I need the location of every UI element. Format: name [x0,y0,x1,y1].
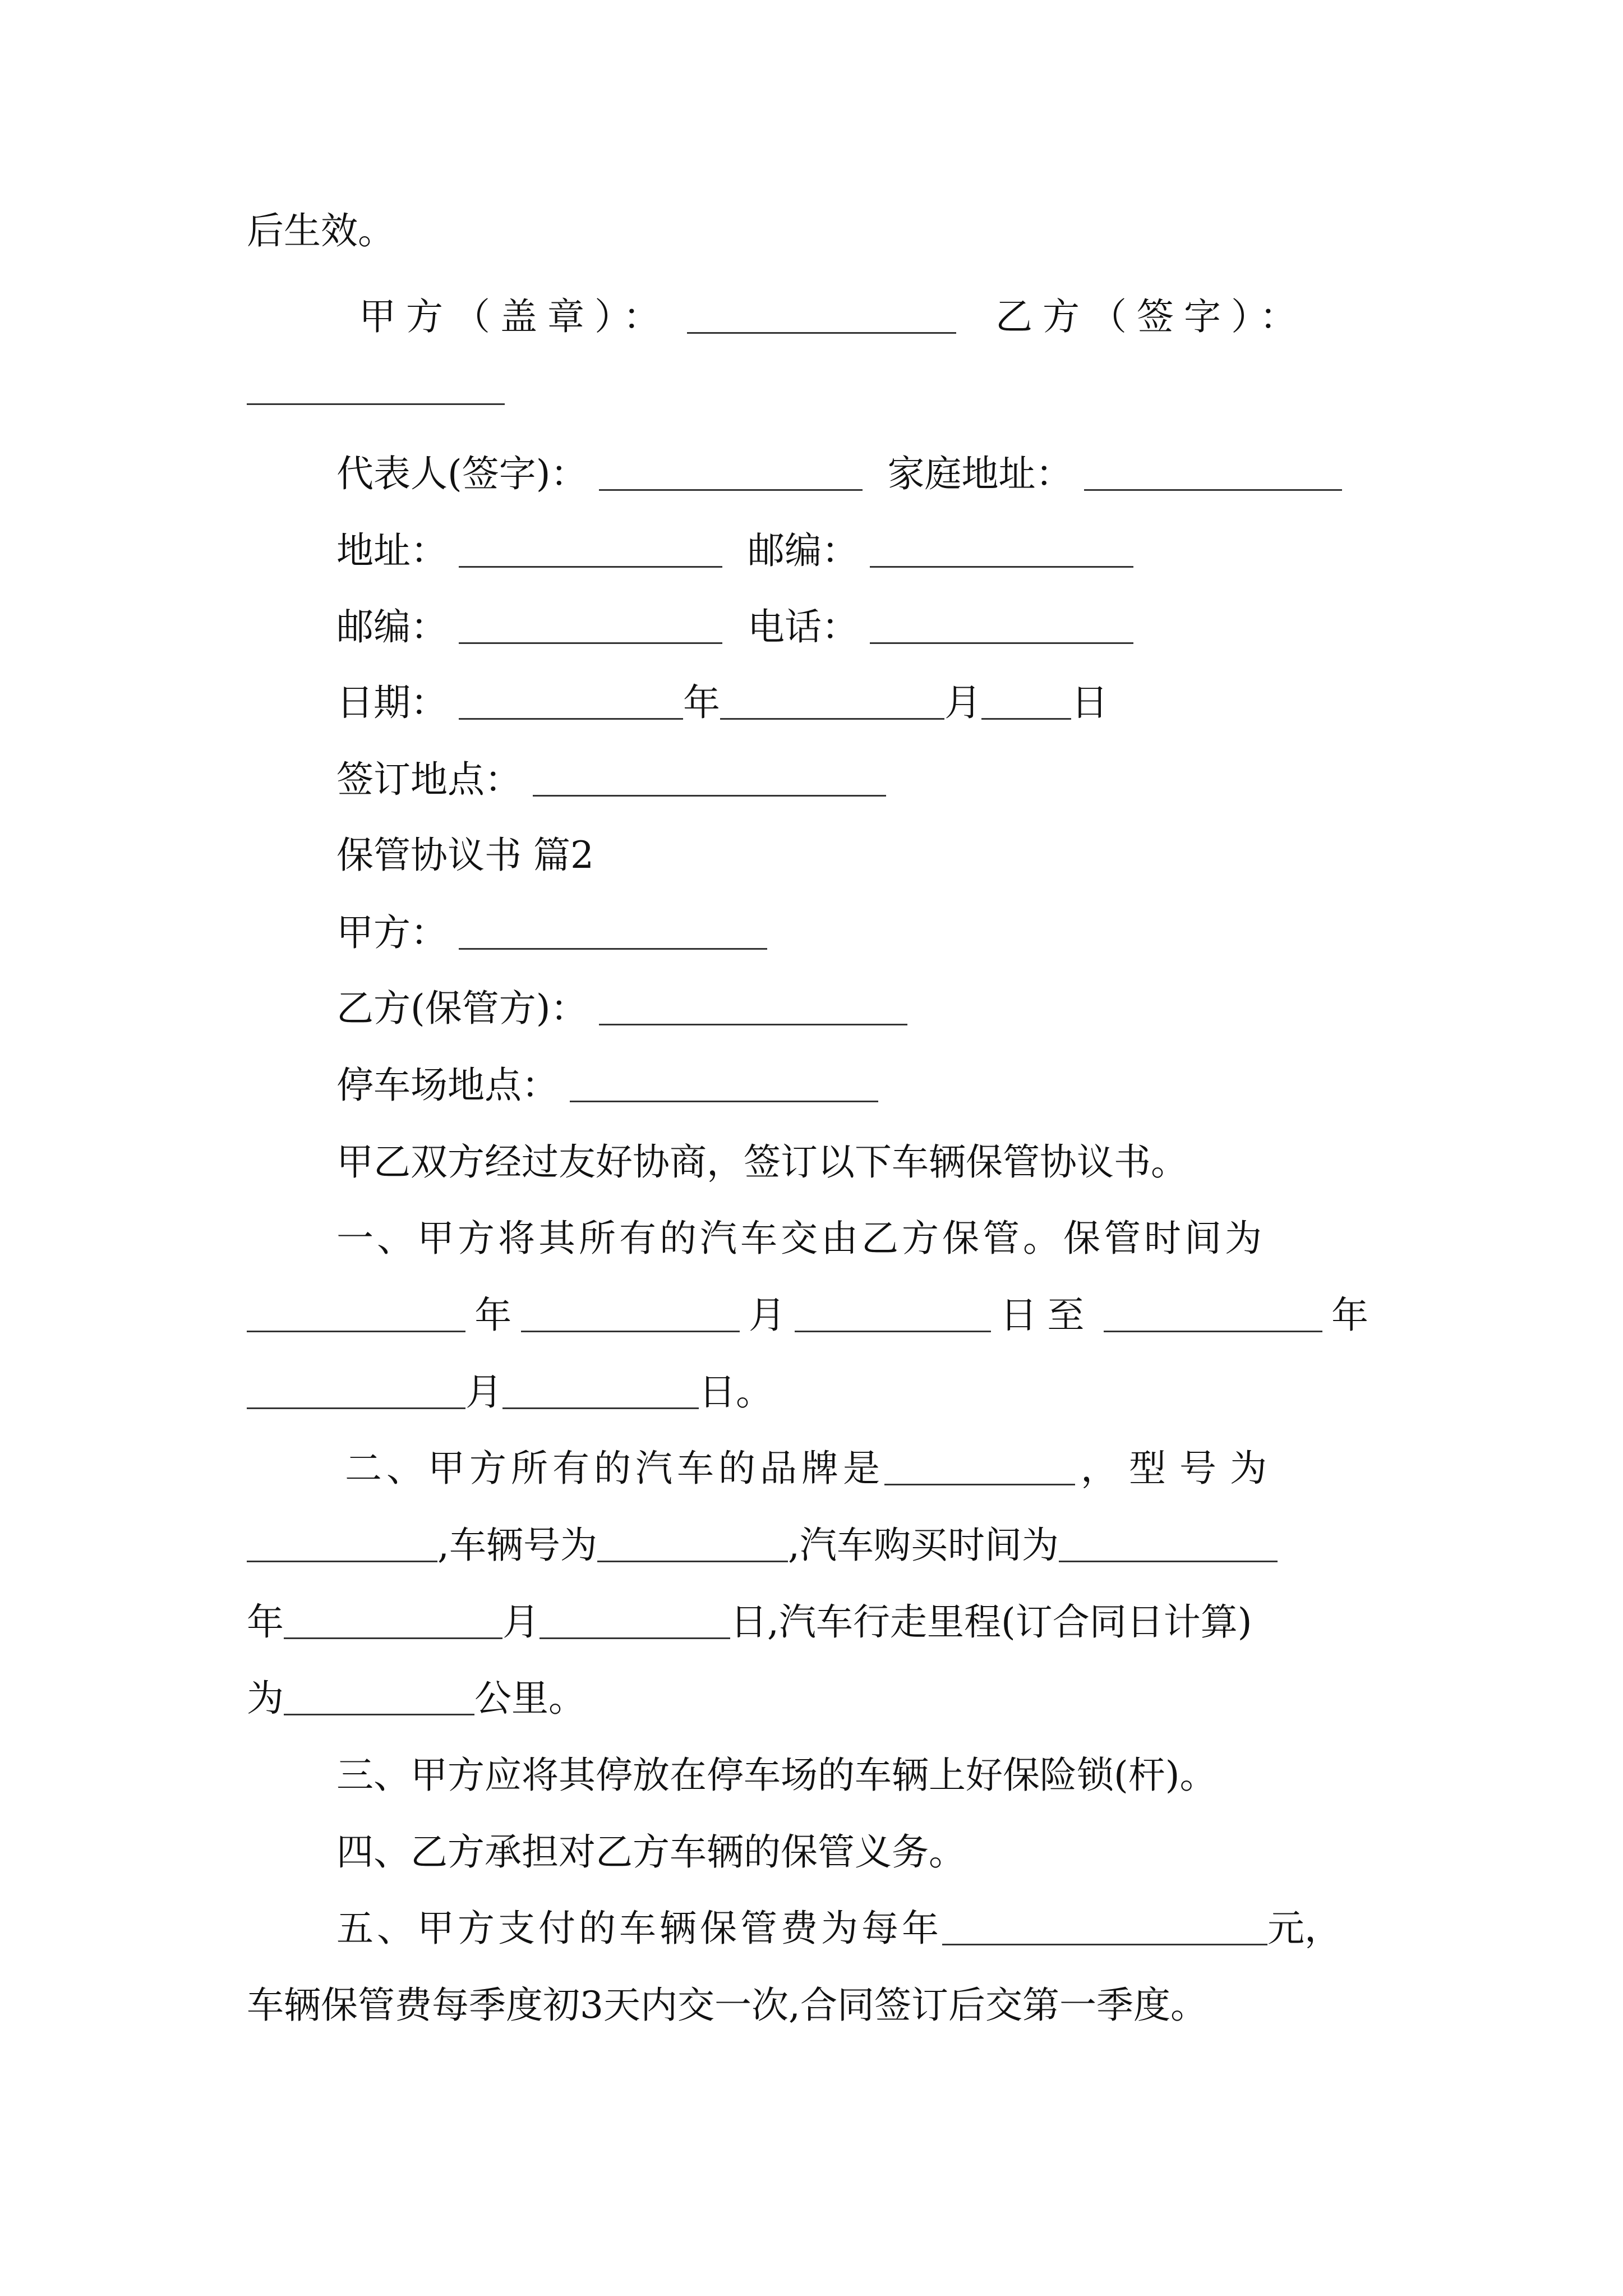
party-a-seal-blank[interactable] [687,301,956,334]
address-line [336,526,1133,576]
clause-5-payment-text: 车辆保管费每季度初3天内交一次,合同签订后交第一季度。 [247,1984,1207,2027]
sign-place-blank[interactable] [533,763,886,797]
purchase-year-label: 年 [247,1600,284,1644]
clause-2-text: 二、甲方所有的汽车的品牌是 [345,1447,884,1490]
mileage-for-label: 为 [247,1677,284,1720]
clause-5-line-1 [336,1903,1341,1954]
period-start-month-label: 月 [748,1294,786,1337]
party-a-seal-label: 甲方（盖章）： [359,295,670,338]
kilometer-label: 公里。 [474,1677,585,1720]
party-b-sign-blank[interactable] [247,372,505,405]
purchase-month-label: 月 [502,1600,540,1644]
mileage-blank[interactable] [284,1682,474,1715]
zip-blank-a[interactable] [459,611,722,644]
clause-2-line-3 [247,1597,1252,1648]
date-month-label: 月 [944,681,981,724]
parking-location-blank[interactable] [570,1069,878,1102]
party-a-blank[interactable] [459,917,767,950]
period-end-year-blank[interactable] [1104,1299,1322,1332]
clause-2-line-1 [345,1443,1280,1494]
date-year-blank[interactable] [459,687,683,720]
period-end-month-label: 月 [465,1370,502,1414]
car-model-blank[interactable] [247,1529,437,1562]
zip-phone-line [336,602,1133,652]
period-end-month-blank[interactable] [247,1376,465,1409]
purchase-month-blank[interactable] [284,1606,502,1639]
date-day-label: 日 [1071,681,1108,724]
phone-label: 电话： [748,605,859,648]
address-blank[interactable] [459,535,722,568]
clause-2-line-2 [247,1520,1278,1571]
clause-3-text: 三、甲方应将其停放在停车场的车辆上好保险锁(杆)。 [336,1754,1217,1797]
date-month-blank[interactable] [720,687,944,720]
clause-1-line-1 [336,1213,1265,1264]
car-brand-blank[interactable] [884,1452,1075,1485]
annual-fee-blank[interactable] [942,1912,1267,1945]
clause-4-text: 四、乙方承担对乙方车辆的保管义务。 [336,1830,966,1874]
agreement-title: 保管协议书 篇2 [336,834,594,877]
yuan-label: 元， [1267,1907,1341,1950]
representative-label: 代表人(签字)： [336,452,588,495]
clause-1-line-3 [247,1367,773,1418]
home-address-blank[interactable] [1084,458,1342,491]
section-heading [336,830,594,881]
clause-5-line-2 [247,1980,1207,2031]
party-a-line [336,908,767,958]
sign-place-line [336,754,886,805]
phone-blank[interactable] [870,611,1133,644]
representative-blank[interactable] [599,458,863,491]
date-year-label: 年 [683,681,720,724]
period-start-month-blank[interactable] [521,1299,740,1332]
zip-blank-b[interactable] [870,535,1133,568]
parking-location-line [336,1060,878,1111]
date-line [336,678,1108,728]
car-model-label: 型号为 [1129,1447,1280,1490]
period-end-day-label: 日。 [699,1370,773,1414]
intro-text: 甲乙双方经过友好协商，签订以下车辆保管协议书。 [336,1140,1188,1184]
clause-1-line-2 [247,1290,1368,1341]
period-day-to-label: 日至 [1000,1294,1095,1337]
text-line-1 [247,206,395,256]
plate-number-label: ,车辆号为 [437,1524,597,1567]
address-label: 地址： [336,529,448,572]
party-b-sign-label: 乙方（签字）： [995,295,1307,338]
period-end-year-label: 年 [1331,1294,1368,1337]
clause-1-text: 一、甲方将其所有的汽车交由乙方保管。保管时间为 [336,1217,1265,1260]
party-a-label: 甲方： [336,911,448,954]
period-start-day-blank[interactable] [795,1299,991,1332]
date-day-blank[interactable] [981,687,1071,720]
parking-location-label: 停车场地点： [336,1064,559,1107]
purchase-time-label: ,汽车购买时间为 [787,1524,1059,1567]
representative-line [336,449,1342,499]
zip-label-b: 邮编： [748,529,859,572]
date-label: 日期： [336,681,448,724]
purchase-year-blank[interactable] [1059,1529,1278,1562]
party-b-blank[interactable] [599,992,907,1025]
period-end-day-blank[interactable] [502,1376,699,1409]
period-start-year-label: 年 [474,1294,512,1337]
party-b-label: 乙方(保管方)： [336,987,588,1030]
clause-2-comma: ， [1081,1447,1118,1490]
home-address-label: 家庭地址： [887,452,1073,495]
party-b-line [336,983,907,1034]
clause-5-text: 五、甲方支付的车辆保管费为每年 [336,1907,942,1950]
effective-text: 后生效。 [247,209,395,252]
purchase-day-blank[interactable] [540,1606,730,1639]
clause-4 [336,1827,966,1878]
zip-label-a: 邮编： [336,605,448,648]
signature-blank-line [247,367,505,401]
plate-number-blank[interactable] [597,1529,788,1562]
clause-2-line-4 [247,1673,585,1724]
mileage-text: 日,汽车行走里程(订合同日计算) [730,1600,1252,1644]
signature-line [359,292,1368,342]
sign-place-label: 签订地点： [336,758,522,801]
clause-3 [336,1750,1217,1801]
intro-paragraph [336,1137,1188,1188]
period-start-year-blank[interactable] [247,1299,465,1332]
